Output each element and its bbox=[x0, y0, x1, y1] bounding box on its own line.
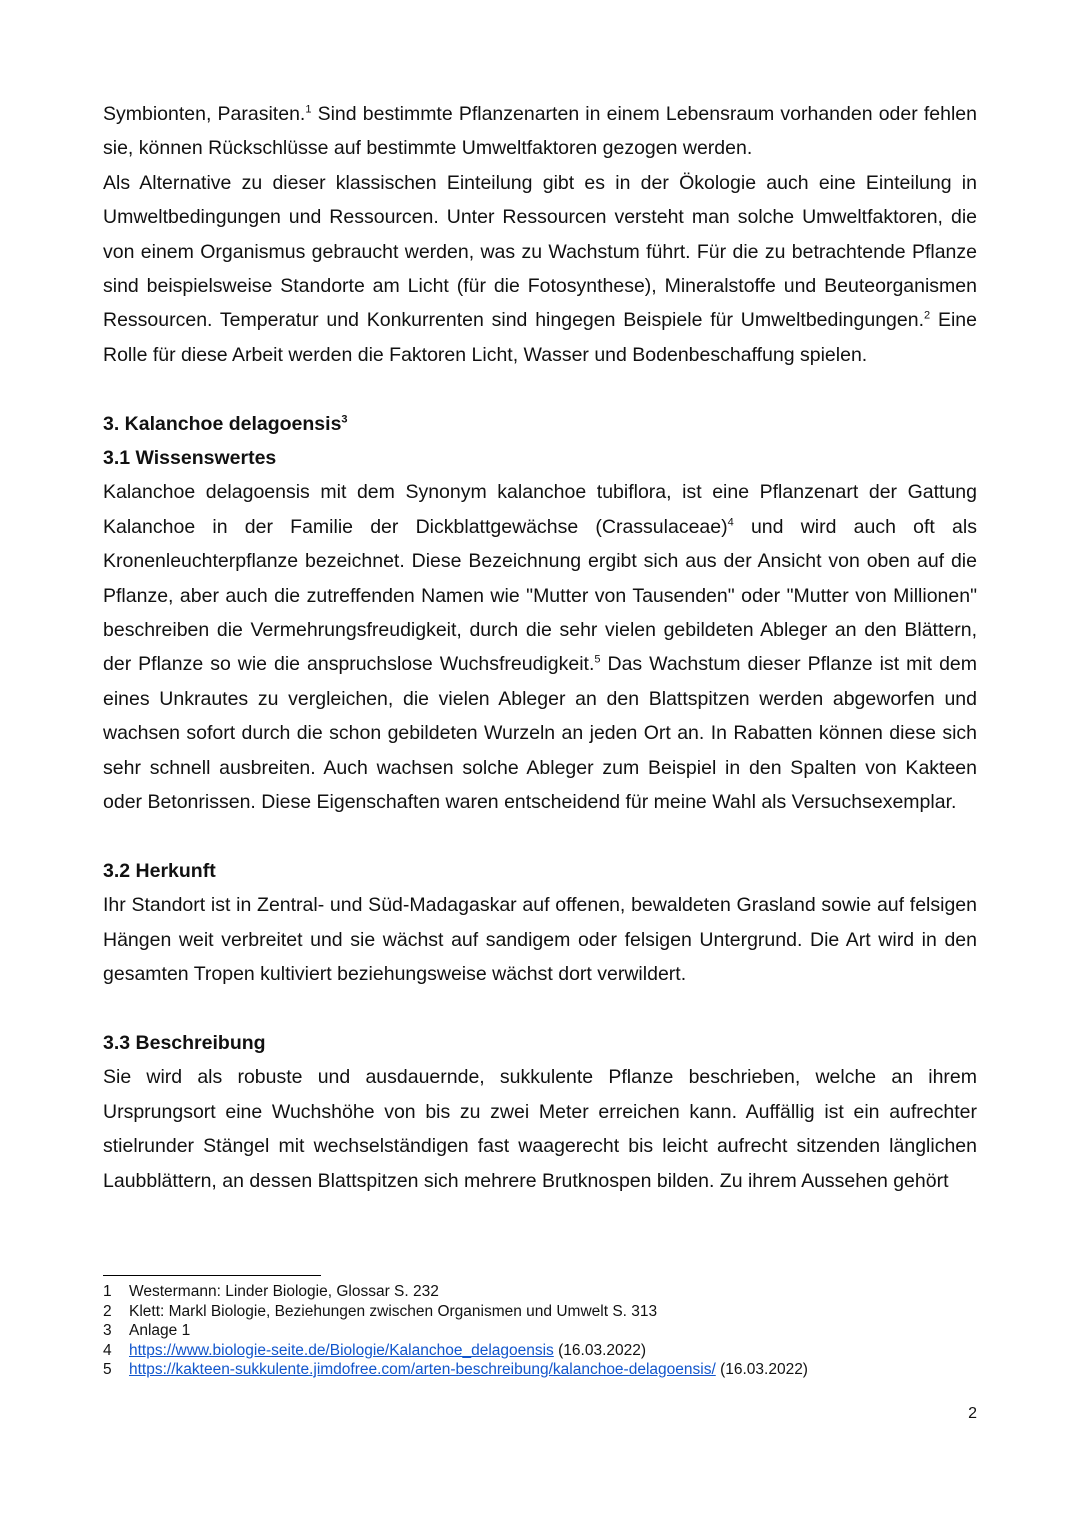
section-heading-3-1: 3.1 Wissenswertes bbox=[103, 447, 277, 470]
footnote-3: 3 Anlage 1 bbox=[103, 1322, 191, 1339]
paragraph-3-2: Ihr Standort ist in Zentral- und Süd-Madagaskar auf offenen, bewaldeten Grasland sowie auf felsigen Hängen weit verbreitet und sie wächst auf sandigem oder felsigen Untergrund. Die Art wird in den gesamten Tropen kultiviert beziehungsweise wächst dort verwildert. bbox=[103, 894, 977, 986]
footnote-link-5[interactable]: https://kakteen-sukkulente.jimdofree.com/arten-beschreibung/kalanchoe-delagoensis/ bbox=[129, 1361, 716, 1378]
footnote-link-4[interactable]: https://www.biologie-seite.de/Biologie/Kalanchoe_delagoensis bbox=[129, 1341, 554, 1359]
section-heading-3: 3. Kalanchoe delagoensis$^3$ bbox=[103, 412, 348, 435]
footnote-1: 1 Westermann: Linder Biologie, Glossar S. 232 bbox=[103, 1283, 439, 1300]
footnote-ref-4: 4 bbox=[727, 516, 734, 529]
paragraph-3-3: Sie wird als robuste und ausdauernde, sukkulente Pflanze beschrieben, welche an ihrem Ursprungsort eine Wuchshöhe von bis zu zwei Meter erreichen kann. Auffällig ist ein aufrechter stielrunder Stängel mit wechselständigen fast waagerecht bis leicht aufrecht sitzenden länglichen Laubblättern, an dessen Blattspitzen sich mehrere Brutknospen bilden. Zu ihrem Aussehen gehört bbox=[103, 1066, 977, 1192]
footnotes bbox=[103, 1282, 977, 1380]
section-heading-3-3: 3.3 Beschreibung bbox=[103, 1031, 266, 1054]
footnote-divider bbox=[103, 1275, 321, 1276]
paragraph-intro-2: Als Alternative zu dieser klassischen Einteilung gibt es in der Ökologie auch eine Einteilung in Umweltbedingungen und Ressourcen. Unter Ressourcen versteht man solche Umweltfaktoren, die von einem Organismus gebraucht werden, was zu Wachstum führt. Für die zu betrachtende Pflanze sind beispielsweise Standorte am Licht (für die Fotosynthese), Mineralstoffe und Beuteorganismen Ressourcen. Temperatur und Konkurrenten sind hingegen Beispiele für Umweltbedingungen.$^2$ Eine Rolle für diese Arbeit werden die Faktoren Licht, Wasser und Bodenbeschaffung spielen. bbox=[103, 171, 977, 366]
paragraph-intro-1: Symbionten, Parasiten.$^1$ Sind bestimmte Pflanzenarten in einem Lebensraum vorhanden oder fehlen sie, können Rückschlüsse auf bestimmte Umweltfaktoren gezogen werden. bbox=[103, 103, 977, 160]
section-heading-3-2: 3.2 Herkunft bbox=[103, 859, 216, 882]
footnote-4: 4 https://www.biologie-seite.de/Biologie/Kalanchoe_delagoensis (16.03.2022) bbox=[103, 1341, 647, 1359]
footnote-ref-5: 5 bbox=[594, 653, 601, 666]
footnote-ref-3: 3 bbox=[341, 413, 348, 426]
footnote-5: 5 https://kakteen-sukkulente.jimdofree.com/arten-beschreibung/kalanchoe-delagoensis/ (16.03.2022) bbox=[103, 1361, 808, 1378]
body-text bbox=[103, 97, 977, 1198]
paragraph-3-1: Kalanchoe delagoensis mit dem Synonym kalanchoe tubiflora, ist eine Pflanzenart der Gattung Kalanchoe in der Familie der Dickblattgewächse (Crassulaceae)$^4$ und wird auch oft als Kronenleuchterpflanze bezeichnet. Diese Bezeichnung ergibt sich aus der Ansicht von oben auf die Pflanze, aber auch die zutreffenden Namen wie "Mutter von Tausenden" oder "Mutter von Millionen" beschreiben die Vermehrungsfreudigkeit, durch die sehr vielen gebildeten Ableger an den Blättern, der Pflanze so wie die anspruchslose Wuchsfreudigkeit.$^5$ Das Wachstum dieser Pflanze ist mit dem eines Unkrautes zu vergleichen, die vielen Ableger an den Blattspitzen werden abgeworfen und wachsen sofort durch die schon gebildeten Wurzeln an jeden Ort an. In Rabatten können diese sich sehr schnell ausbreiten. Auch wachsen solche Ableger zum Beispiel in den Spalten von Kakteen oder Betonrissen. Diese Eigenschaften waren entscheidend für meine Wahl als Versuchsexemplar. bbox=[103, 481, 978, 814]
footnote-ref-1: 1 bbox=[305, 103, 312, 116]
page-number: 2 bbox=[968, 1405, 977, 1422]
footnote-ref-2: 2 bbox=[924, 309, 931, 322]
footnote-2: 2 Klett: Markl Biologie, Beziehungen zwischen Organismen und Umwelt S. 313 bbox=[103, 1302, 658, 1320]
